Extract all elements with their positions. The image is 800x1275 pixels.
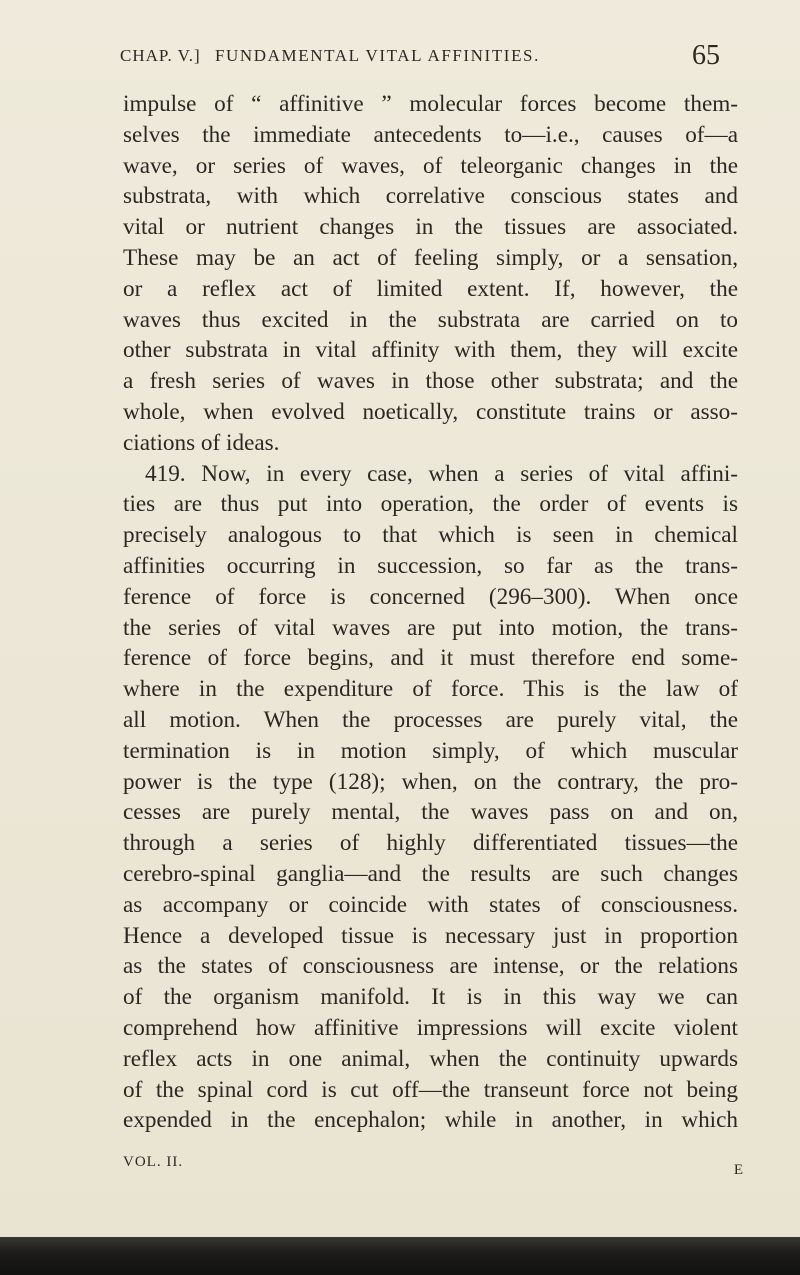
text-line: other substrata in vital affinity with them, they will excite [123,337,738,364]
text-line: selves the immediate antecedents to—i.e., causes of—a [123,121,738,148]
text-line: a fresh series of waves in those other substrata; and the [123,368,738,395]
signature-mark: E [733,1162,743,1178]
paragraph-start-line: 419. Now, in every case, when a series of vital affini- [145,460,738,487]
chapter-label: CHAP. V.] [120,46,201,65]
text-line: ciations of ideas. [123,429,280,456]
text-line: as accompany or coincide with states of consciousness. [123,891,738,918]
text-line: power is the type (128); when, on the contrary, the pro- [123,768,738,795]
text-line: through a series of highly differentiated tissues—the [123,830,738,857]
text-line: Hence a developed tissue is necessary just in proportion [123,922,738,949]
volume-label: VOL. II. [123,1154,184,1170]
running-title: FUNDAMENTAL VITAL AFFINITIES. [215,46,540,65]
text-line: reflex acts in one animal, when the continuity upwards [123,1045,738,1072]
page-footer [123,1154,743,1184]
text-line: where in the expenditure of force. This is the law of [123,676,738,703]
text-line: ference of force begins, and it must therefore end some- [123,645,738,672]
text-line: affinities occurring in succession, so far as the trans- [123,552,738,579]
text-line: expended in the encephalon; while in another, in which [123,1107,738,1134]
scan-bottom-edge [0,1237,800,1275]
text-line: precisely analogous to that which is seen in chemical [123,522,738,549]
page-number: 65 [692,40,720,71]
text-line: or a reflex act of limited extent. If, however, the [123,275,738,302]
running-head [120,40,720,80]
text-line: termination is in motion simply, of which muscular [123,737,738,764]
text-line: waves thus excited in the substrata are carried on to [123,306,738,333]
text-line: impulse of “ affinitive ” molecular forces become them- [123,91,738,117]
text-line: ties are thus put into operation, the order of events is [123,491,738,518]
body-text [123,89,738,1136]
text-line: cerebro-spinal ganglia—and the results are such changes [123,860,738,887]
text-line: all motion. When the processes are purely vital, the [123,706,738,733]
text-line: ference of force is concerned (296–300). When once [123,583,738,610]
text-line: of the organism manifold. It is in this way we can [123,984,738,1011]
text-line: vital or nutrient changes in the tissues are associated. [123,214,738,241]
text-line: the series of vital waves are put into motion, the trans- [123,614,738,641]
text-line: wave, or series of waves, of teleorganic changes in the [123,152,738,179]
text-line: These may be an act of feeling simply, or a sensation, [123,244,738,271]
text-line: of the spinal cord is cut off—the transeunt force not being [123,1076,738,1103]
text-line: comprehend how affinitive impressions will excite violent [123,1014,738,1041]
text-line: as the states of consciousness are intense, or the relations [123,953,738,980]
text-line: cesses are purely mental, the waves pass on and on, [123,799,738,826]
text-line: whole, when evolved noetically, constitute trains or asso- [123,398,738,425]
text-line: substrata, with which correlative conscious states and [123,183,738,210]
